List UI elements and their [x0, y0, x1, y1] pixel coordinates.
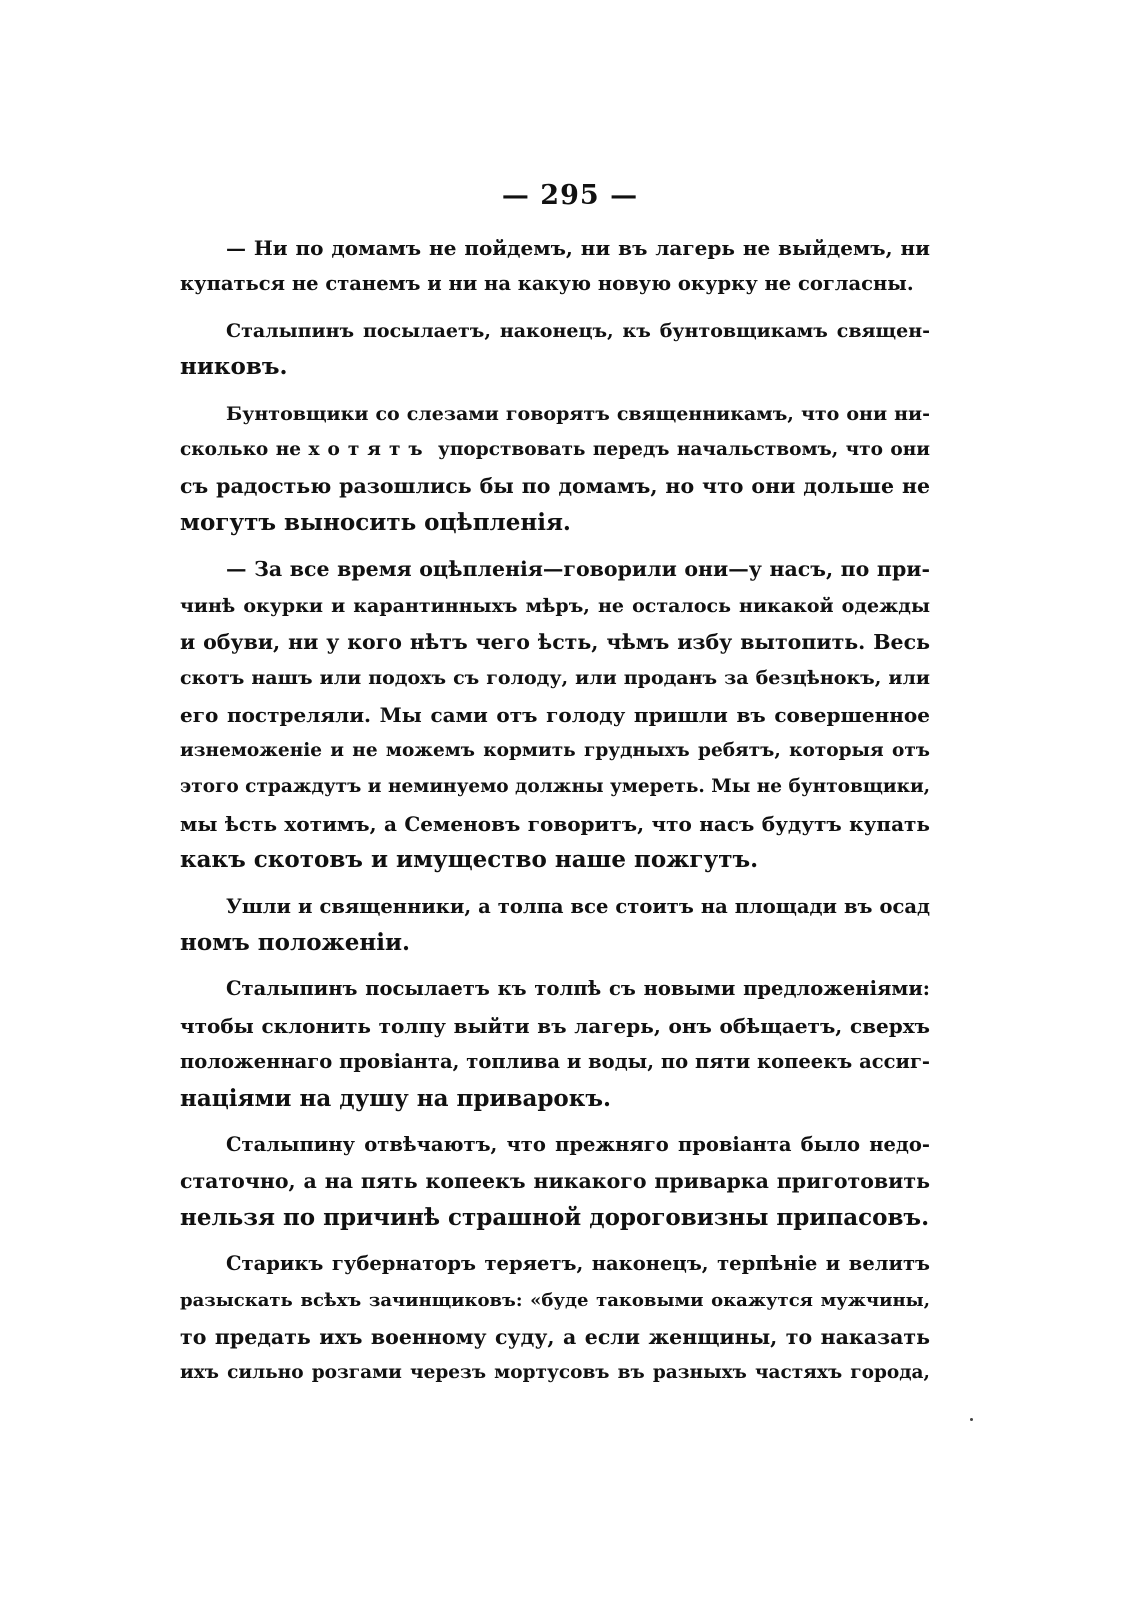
- text-line: положеннаго провіанта, топлива и воды, по пяти копеекъ ассиг-: [180, 1050, 930, 1074]
- paragraph: [180, 551, 930, 879]
- text-line: Сталыпинъ посылаетъ, наконецъ, къ бунтовщикамъ священ-: [226, 319, 930, 342]
- text-line: съ радостью разошлись бы по домамъ, но что они дольше не: [180, 474, 930, 499]
- paragraph: [180, 1246, 930, 1392]
- page-number: — 295 —: [501, 180, 639, 211]
- paragraph: [180, 889, 930, 962]
- text-line: Сталыпинъ посылаетъ къ толпѣ съ новыми предложеніями:: [226, 977, 930, 1001]
- paragraph: [180, 1127, 930, 1236]
- text-line: ихъ сильно розгами черезъ мортусовъ въ разныхъ частяхъ города,: [180, 1362, 930, 1384]
- paragraph: [180, 396, 930, 542]
- text-line: и обуви, ни у кого нѣтъ чего ѣсть, чѣмъ избу вытопить. Весь: [180, 629, 930, 654]
- paragraph: [180, 971, 930, 1117]
- text-line: то предать ихъ военному суду, а если женщины, то наказать: [180, 1324, 930, 1349]
- text-line: разыскать всѣхъ зачинщиковъ: «буде таковыми окажутся мужчины,: [180, 1289, 930, 1311]
- text-line: Бунтовщики со слезами говорятъ священникамъ, что они ни-: [226, 402, 930, 425]
- emphasized-word: хотятъ: [308, 438, 431, 460]
- body-text: [180, 230, 930, 1402]
- text-line: скотъ нашъ или подохъ съ голоду, или проданъ за безцѣнокъ, или: [180, 667, 930, 690]
- text-line: націями на душу на приварокъ.: [180, 1084, 612, 1112]
- text-line: статочно, а на пять копеекъ никакого приварка приготовить: [180, 1169, 930, 1194]
- text-line: [180, 432, 930, 468]
- text-line: чтобы склонить толпу выйти въ лагерь, онъ обѣщаетъ, сверхъ: [180, 1013, 930, 1038]
- text-line: — За все время оцѣпленія—говорили они—у насъ, по при-: [226, 557, 930, 582]
- text-line: нельзя по причинѣ страшной дороговизны припасовъ.: [180, 1203, 930, 1231]
- text-line: номъ положеніи.: [180, 929, 411, 957]
- text-line: никовъ.: [180, 353, 288, 381]
- text-line: мы ѣсть хотимъ, а Семеновъ говоритъ, что насъ будутъ купать: [180, 811, 930, 836]
- text-line: Сталыпину отвѣчаютъ, что прежняго провіанта было недо-: [226, 1132, 930, 1156]
- text-line: чинѣ окурки и карантинныхъ мѣръ, не осталось никакой одежды: [180, 594, 930, 617]
- text-line: его постреляли. Мы сами отъ голоду пришли въ совершенное: [180, 702, 930, 727]
- text-line: купаться не станемъ и ни на какую новую окурку не согласны.: [180, 272, 914, 296]
- text-line: — Ни по домамъ не пойдемъ, ни въ лагерь не выйдемъ, ни: [226, 236, 930, 260]
- text-line: Ушли и священники, а толпа все стоитъ на площади въ осад: [226, 894, 930, 918]
- text-line: изнеможеніе и не можемъ кормить грудныхъ ребятъ, которыя отъ: [180, 740, 930, 762]
- print-speck: [970, 1418, 973, 1421]
- text-line: какъ скотовъ и имущество наше пожгутъ.: [180, 846, 759, 874]
- text-line: могутъ выносить оцѣпленія.: [180, 508, 571, 536]
- paragraph: [180, 313, 930, 386]
- text-fragment: сколько не: [180, 438, 302, 460]
- text-line: Старикъ губернаторъ теряетъ, наконецъ, терпѣніе и велитъ: [226, 1252, 930, 1276]
- paragraph: [180, 230, 930, 303]
- text-line: этого страждутъ и неминуемо должны умереть. Мы не бунтовщики,: [180, 776, 931, 798]
- text-fragment: упорствовать передъ начальствомъ, что они: [438, 438, 930, 460]
